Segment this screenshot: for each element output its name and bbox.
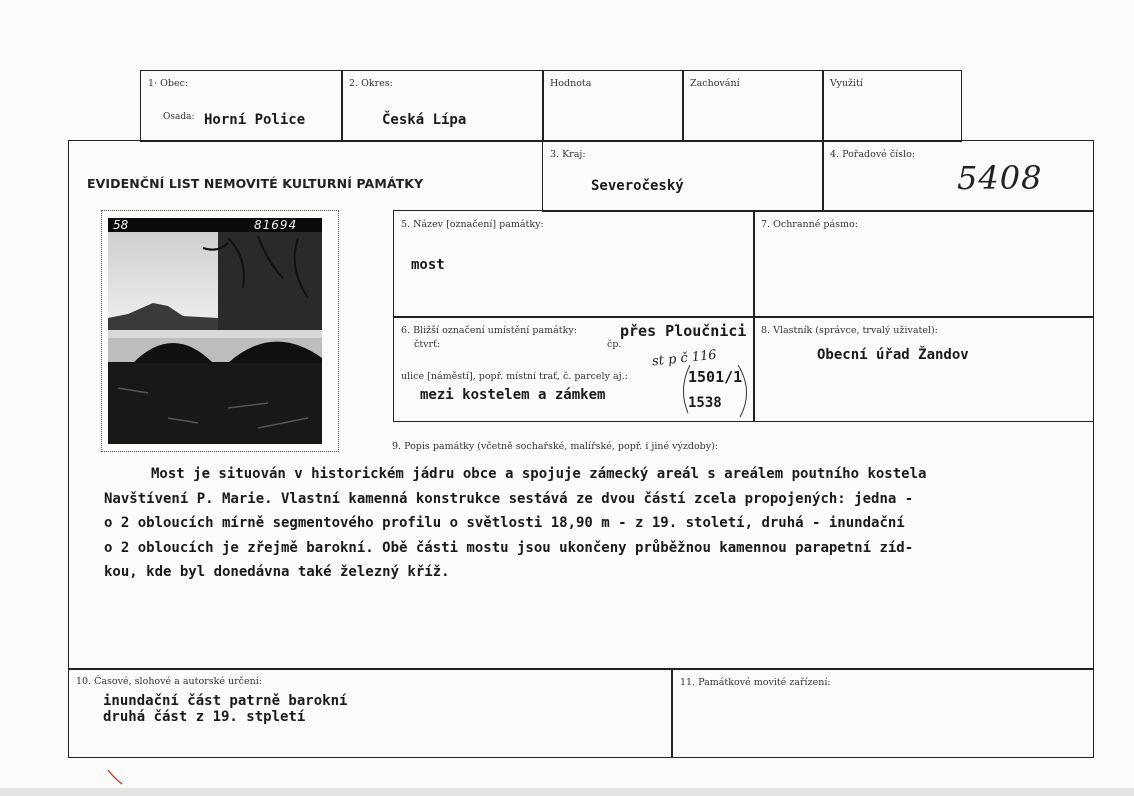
field-obec <box>140 70 343 142</box>
cp-label: čp. <box>607 339 622 350</box>
popis-text <box>104 462 1074 585</box>
nazev-label: 5. Název [označení] památky: <box>401 219 544 230</box>
field-kraj <box>542 140 824 212</box>
ctvrt-label: čtvrť: <box>414 339 441 350</box>
handwritten-bracket-icon <box>674 361 754 421</box>
popis-line: Most je situován v historickém jádru obce a spojuje zámecký areál s areálem poutního kostela <box>151 466 927 482</box>
movite-zarizeni-label: 11. Památkové movité zařízení: <box>680 677 831 688</box>
popis-line: Navštívení P. Marie. Vlastní kamenná konstrukce sestává ze dvou částí zcela propojených: jedna - <box>104 490 914 507</box>
field-hodnota <box>542 70 684 142</box>
zachovani-label: Zachování <box>690 78 740 89</box>
poradove-cislo-label: 4. Pořadové číslo: <box>830 149 916 160</box>
field-vyuziti <box>822 70 962 142</box>
umisteni-value: přes Ploučnici <box>620 322 747 340</box>
kraj-label: 3. Kraj: <box>550 149 586 160</box>
field-zachovani <box>682 70 824 142</box>
field-okres <box>341 70 544 142</box>
popis-label: 9. Popis památky (včetně sochařské, malířské, popř. i jiné výzdoby): <box>392 441 719 452</box>
okres-label: 2. Okres: <box>349 78 393 89</box>
nazev-value: most <box>411 257 445 273</box>
urceni-line-2: druhá část z 19. stpletí <box>103 709 306 725</box>
urceni-line-1: inundační část patrně barokní <box>103 693 348 709</box>
vyuziti-label: Využití <box>830 78 863 89</box>
handwritten-parcel-note: st p č 116 <box>651 347 718 370</box>
bridge-photo-image <box>108 218 322 444</box>
osada-label: Osada: <box>163 112 195 122</box>
field-movite-zarizeni <box>671 668 1094 758</box>
popis-line: o 2 obloucích je zřejmě barokní. Obě části mostu jsou ukončeny průběžnou kamennou parapetní zíd- <box>104 539 914 556</box>
vlastnik-label: 8. Vlastník (správce, trvalý uživatel): <box>761 325 938 336</box>
field-urceni <box>68 668 673 758</box>
popis-line: kou, kde byl donedávna také železný kříž. <box>104 564 450 580</box>
ulice-label: ulice [náměstí], popř. místní trať, č. parcely aj.: <box>401 371 628 382</box>
popis-line: o 2 obloucích mírně segmentového profilu o světlosti 18,90 m - z 19. století, druhá - inundační <box>104 515 905 531</box>
field-vlastnik <box>753 316 1094 422</box>
umisteni-label: 6. Bližší označení umístění památky: <box>401 325 577 336</box>
osada-value: Horní Police <box>204 112 306 128</box>
parcel-number-1: 1501/1 <box>688 368 743 386</box>
red-pen-mark-icon <box>104 768 128 788</box>
ulice-value: mezi kostelem a zámkem <box>420 387 606 403</box>
obec-label: 1· Obec: <box>148 78 189 89</box>
ochranne-pasmo-label: 7. Ochranné pásmo: <box>761 219 858 230</box>
page-edge <box>0 788 1134 796</box>
photo-label-right: 81694 <box>254 218 298 232</box>
parcel-number-2: 1538 <box>688 395 722 411</box>
kraj-value: Severočeský <box>591 178 684 194</box>
okres-value: Česká Lípa <box>382 112 467 128</box>
hodnota-label: Hodnota <box>550 78 592 89</box>
field-umisteni <box>393 316 755 422</box>
field-ochranne-pasmo <box>753 210 1094 318</box>
poradove-cislo-value: 5408 <box>957 159 1043 197</box>
form-title: EVIDENČNÍ LIST NEMOVITÉ KULTURNÍ PAMÁTKY <box>87 176 424 191</box>
bridge-photo <box>108 218 322 444</box>
photo-label-left: 58 <box>113 218 129 232</box>
urceni-label: 10. Časové, slohové a autorské určení: <box>76 676 262 687</box>
vlastnik-value: Obecní úřad Žandov <box>817 347 969 363</box>
field-nazev <box>393 210 755 318</box>
field-poradove-cislo <box>822 140 1094 212</box>
